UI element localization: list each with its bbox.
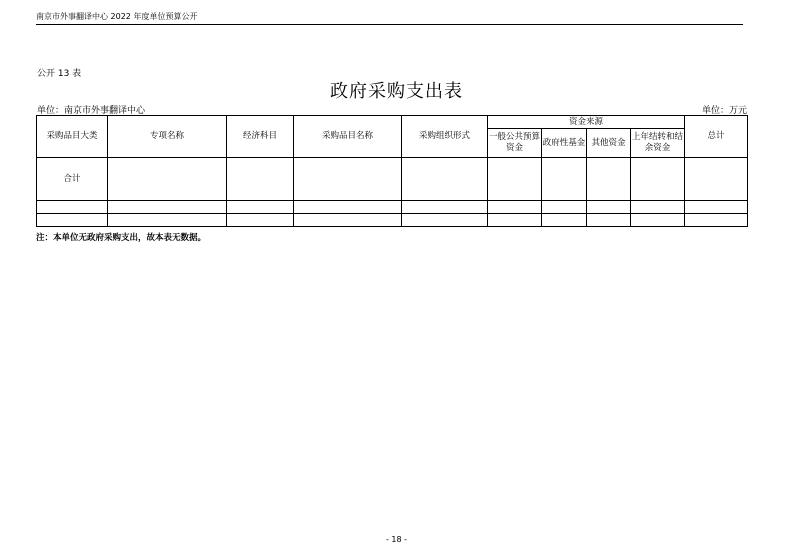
table-cell — [542, 201, 587, 214]
table-cell — [227, 158, 294, 201]
col-header-item: 采购品目名称 — [294, 116, 402, 158]
table-row — [37, 214, 748, 227]
table-cell — [108, 201, 227, 214]
table-cell — [542, 158, 587, 201]
table-cell — [402, 201, 488, 214]
table-cell — [488, 214, 542, 227]
col-header-carry: 上年结转和结余资金 — [631, 129, 685, 158]
row-category — [37, 201, 108, 214]
table-cell — [227, 214, 294, 227]
col-header-fund: 政府性基金 — [542, 129, 587, 158]
procurement-table — [36, 115, 748, 227]
col-header-project: 专项名称 — [108, 116, 227, 158]
page-number: - 18 - — [385, 535, 408, 544]
row-category — [37, 214, 108, 227]
col-header-form: 采购组织形式 — [402, 116, 488, 158]
table-cell — [402, 214, 488, 227]
table-cell — [488, 158, 542, 201]
table-cell — [294, 214, 402, 227]
unit-label-right: 单位：万元 — [701, 106, 747, 116]
table-cell — [542, 214, 587, 227]
table-cell — [631, 201, 685, 214]
col-header-econ: 经济科目 — [227, 116, 294, 158]
table-cell — [685, 214, 748, 227]
table-cell — [685, 201, 748, 214]
table-row — [37, 158, 748, 201]
table-cell — [108, 158, 227, 201]
table-cell — [402, 158, 488, 201]
table-cell — [685, 158, 748, 201]
col-header-general: 一般公共预算资金 — [488, 129, 542, 158]
page-header: 南京市外事翻译中心 2022 年度单位预算公开 — [36, 12, 198, 21]
footnote: 注：本单位无政府采购支出，故本表无数据。 — [36, 233, 207, 243]
col-header-total: 总计 — [685, 116, 748, 158]
col-header-other: 其他资金 — [587, 129, 631, 158]
header-rule — [36, 24, 743, 25]
table-cell — [108, 214, 227, 227]
table-cell — [587, 214, 631, 227]
table-number: 公开 13 表 — [37, 69, 82, 79]
table-cell — [294, 201, 402, 214]
table-cell — [631, 214, 685, 227]
col-header-funds-source: 资金来源 — [488, 116, 685, 129]
col-header-category: 采购品目大类 — [37, 116, 108, 158]
table-cell — [587, 158, 631, 201]
table-cell — [587, 201, 631, 214]
table-row — [37, 201, 748, 214]
unit-label-left: 单位：南京市外事翻译中心 — [37, 106, 146, 116]
table-cell — [631, 158, 685, 201]
table-cell — [294, 158, 402, 201]
row-category: 合计 — [37, 158, 108, 201]
table-cell — [227, 201, 294, 214]
table-cell — [488, 201, 542, 214]
page-title: 政府采购支出表 — [330, 81, 463, 102]
